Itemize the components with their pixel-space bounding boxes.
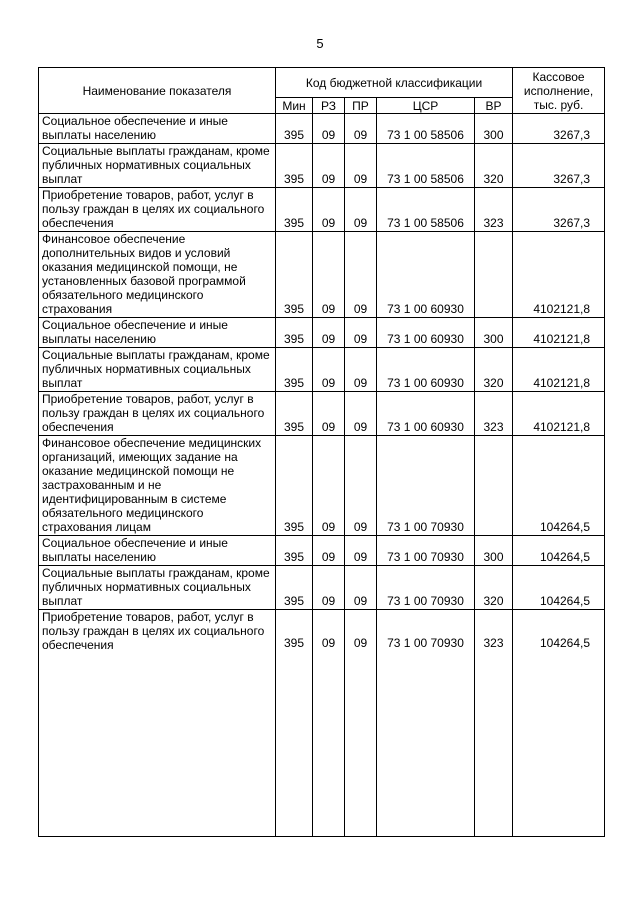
row-csr: 73 1 00 60930 — [377, 232, 475, 318]
row-csr: 73 1 00 58506 — [377, 114, 475, 144]
row-vr: 320 — [475, 348, 513, 392]
row-csr: 73 1 00 70930 — [377, 436, 475, 536]
row-name: Социальное обеспечение и иные выплаты населению — [39, 536, 276, 566]
row-name: Социальное обеспечение и иные выплаты населению — [39, 114, 276, 144]
row-vr: 323 — [475, 610, 513, 837]
row-csr: 73 1 00 70930 — [377, 536, 475, 566]
table-row — [39, 318, 605, 348]
row-amount: 3267,3 — [513, 114, 605, 144]
row-name: Приобретение товаров, работ, услуг в пользу граждан в целях их социального обеспечения — [39, 188, 276, 232]
row-pr: 09 — [345, 188, 377, 232]
row-min: 395 — [276, 188, 313, 232]
table-row — [39, 144, 605, 188]
row-rz: 09 — [313, 610, 345, 837]
row-amount: 104264,5 — [513, 610, 605, 837]
row-name: Приобретение товаров, работ, услуг в пользу граждан в целях их социального обеспечения — [39, 610, 276, 837]
row-pr: 09 — [345, 114, 377, 144]
row-rz: 09 — [313, 144, 345, 188]
row-vr — [475, 436, 513, 536]
row-rz: 09 — [313, 114, 345, 144]
row-min: 395 — [276, 610, 313, 837]
table-row — [39, 232, 605, 318]
row-min: 395 — [276, 114, 313, 144]
row-pr: 09 — [345, 436, 377, 536]
row-name: Приобретение товаров, работ, услуг в пользу граждан в целях их социального обеспечения — [39, 392, 276, 436]
table-row — [39, 566, 605, 610]
row-min: 395 — [276, 392, 313, 436]
header-pr: ПР — [345, 98, 377, 114]
header-csr: ЦСР — [377, 98, 475, 114]
row-min: 395 — [276, 566, 313, 610]
row-amount: 104264,5 — [513, 436, 605, 536]
row-amount: 104264,5 — [513, 536, 605, 566]
row-min: 395 — [276, 144, 313, 188]
header-rz: РЗ — [313, 98, 345, 114]
row-csr: 73 1 00 60930 — [377, 348, 475, 392]
row-amount: 4102121,8 — [513, 348, 605, 392]
header-name: Наименование показателя — [39, 68, 276, 114]
row-pr: 09 — [345, 566, 377, 610]
table-row — [39, 188, 605, 232]
row-pr: 09 — [345, 392, 377, 436]
row-pr: 09 — [345, 536, 377, 566]
row-rz: 09 — [313, 536, 345, 566]
row-name: Финансовое обеспечение медицинских организаций, имеющих задание на оказание медицинской помощи не застрахованным и не идентифицированным в системе обязательного медицинского страхования лицам — [39, 436, 276, 536]
row-csr: 73 1 00 58506 — [377, 188, 475, 232]
budget-execution-table — [38, 67, 605, 837]
row-csr: 73 1 00 60930 — [377, 392, 475, 436]
header-vr: ВР — [475, 98, 513, 114]
row-name: Социальные выплаты гражданам, кроме публичных нормативных социальных выплат — [39, 566, 276, 610]
row-vr: 320 — [475, 566, 513, 610]
row-name: Социальные выплаты гражданам, кроме публичных нормативных социальных выплат — [39, 348, 276, 392]
row-name: Социальные выплаты гражданам, кроме публичных нормативных социальных выплат — [39, 144, 276, 188]
row-min: 395 — [276, 232, 313, 318]
header-classification: Код бюджетной классификации — [276, 68, 513, 98]
row-vr: 300 — [475, 114, 513, 144]
row-rz: 09 — [313, 348, 345, 392]
row-amount: 3267,3 — [513, 144, 605, 188]
row-amount: 3267,3 — [513, 188, 605, 232]
row-amount: 104264,5 — [513, 566, 605, 610]
table-row — [39, 114, 605, 144]
row-name: Социальное обеспечение и иные выплаты населению — [39, 318, 276, 348]
row-pr: 09 — [345, 232, 377, 318]
row-csr: 73 1 00 70930 — [377, 566, 475, 610]
row-rz: 09 — [313, 392, 345, 436]
row-csr: 73 1 00 70930 — [377, 610, 475, 837]
row-rz: 09 — [313, 232, 345, 318]
row-pr: 09 — [345, 348, 377, 392]
row-amount: 4102121,8 — [513, 392, 605, 436]
row-rz: 09 — [313, 436, 345, 536]
row-rz: 09 — [313, 318, 345, 348]
row-vr: 300 — [475, 536, 513, 566]
row-vr: 320 — [475, 144, 513, 188]
row-pr: 09 — [345, 144, 377, 188]
row-name: Финансовое обеспечение дополнительных видов и условий оказания медицинской помощи, не установленных базовой программой обязательного медицинского страхования — [39, 232, 276, 318]
row-vr: 323 — [475, 392, 513, 436]
header-amount: Кассовое исполнение, тыс. руб. — [513, 68, 605, 114]
page-number: 5 — [316, 36, 324, 51]
table-row — [39, 392, 605, 436]
row-min: 395 — [276, 348, 313, 392]
row-rz: 09 — [313, 566, 345, 610]
row-pr: 09 — [345, 610, 377, 837]
table-row — [39, 610, 605, 837]
row-min: 395 — [276, 318, 313, 348]
row-csr: 73 1 00 58506 — [377, 144, 475, 188]
row-pr: 09 — [345, 318, 377, 348]
table-row — [39, 536, 605, 566]
row-min: 395 — [276, 436, 313, 536]
table-body — [39, 114, 605, 837]
row-vr: 323 — [475, 188, 513, 232]
table-row — [39, 348, 605, 392]
row-csr: 73 1 00 60930 — [377, 318, 475, 348]
row-amount: 4102121,8 — [513, 232, 605, 318]
row-vr: 300 — [475, 318, 513, 348]
header-min: Мин — [276, 98, 313, 114]
row-amount: 4102121,8 — [513, 318, 605, 348]
table-row — [39, 436, 605, 536]
row-vr — [475, 232, 513, 318]
row-min: 395 — [276, 536, 313, 566]
row-rz: 09 — [313, 188, 345, 232]
